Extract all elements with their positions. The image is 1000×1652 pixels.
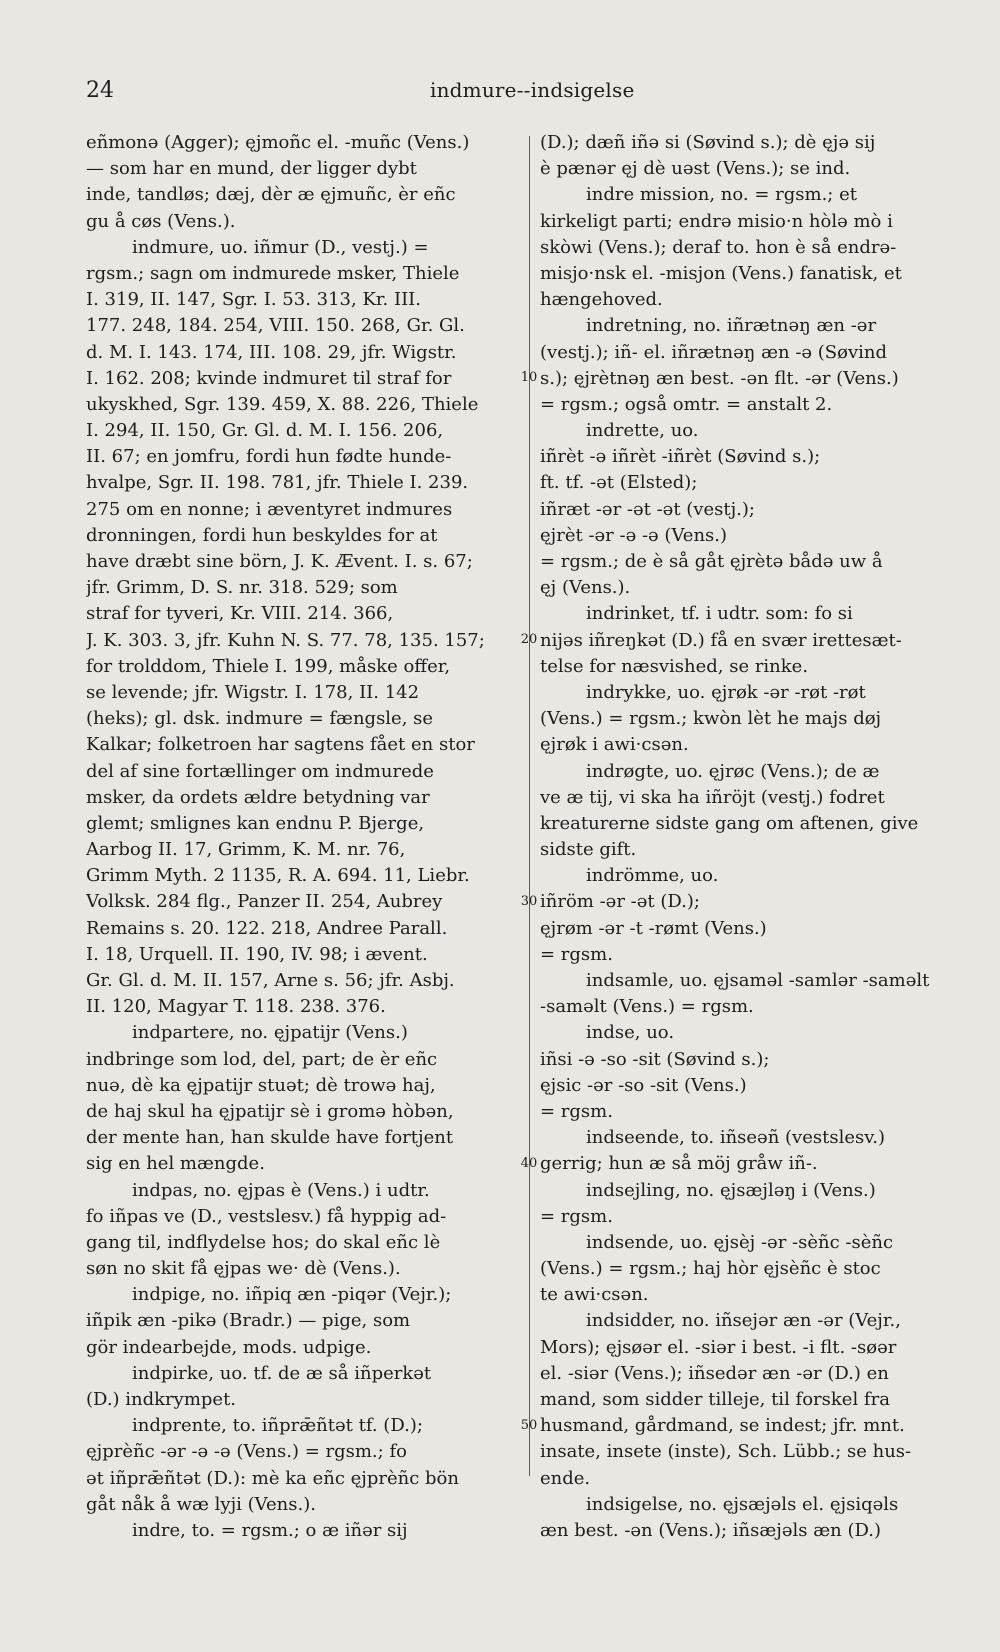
running-head: indmure--indsigelse [430,78,635,102]
right-column-line: insate, insete (inste), Sch. Lübb.; se hus- [540,1441,912,1463]
right-column-line: kreaturerne sidste gang om aftenen, give [540,812,919,834]
right-column-line: s.); ęjrètnəŋ æn best. -ən flt. -ər (Vens.) [540,367,899,389]
left-column-line: — som har en mund, der ligger dybt [86,158,417,180]
right-column-line: husmand, gårdmand, se indest; jfr. mnt. [540,1415,905,1437]
right-column-line: (vestj.); iñ- el. iñrætnəŋ æn -ə (Søvind [540,341,888,363]
column-divider [529,136,530,1476]
left-column-line: Gr. Gl. d. M. II. 157, Arne s. 56; jfr. Asbj. [86,970,455,991]
right-column-line: indsejling, no. ęjsæjləŋ i (Vens.) [586,1179,876,1201]
right-column-line: = rgsm.; også omtr. = anstalt 2. [540,393,833,415]
left-column-line: have dræbt sine börn, J. K. Ævent. I. s. 67; [86,551,473,572]
left-column-line: I. 319, II. 147, Sgr. I. 53. 313, Kr. III. [86,289,422,311]
right-column-line: ęjsic -ər -so -sit (Vens.) [540,1074,747,1096]
left-column-line: søn no skit få ęjpas we· dè (Vens.). [86,1258,401,1280]
right-column-line: (D.); dæñ iñə si (Søvind s.); dè ęjə sij [540,132,876,153]
left-column-line: indprente, to. iñprǣñtət tf. (D.); [132,1415,423,1437]
left-column-line: I. 18, Urquell. II. 190, IV. 98; i ævent. [86,943,428,965]
right-column-line: ęjrøk i awi·csən. [540,734,689,756]
left-column-line: I. 162. 208; kvinde indmuret til straf for [86,367,452,389]
left-column-line: glemt; smlignes kan endnu P. Bjerge, [86,812,425,834]
right-column-line: Mors); ęjsøər el. -siər i best. -i flt. -søər [540,1336,897,1358]
right-column-line: ęjrøm -ər -t -rømt (Vens.) [540,917,767,939]
left-column-line: straf for tyveri, Kr. VIII. 214. 366, [86,603,394,625]
right-column-line: sidste gift. [540,839,637,861]
right-column-line: misjo·nsk el. -misjon (Vens.) fanatisk, et [540,262,902,284]
left-column-line: jfr. Grimm, D. S. nr. 318. 529; som [86,577,398,599]
left-column-line: indmure, uo. iñmur (D., vestj.) = [132,236,429,258]
left-column-line: (heks); gl. dsk. indmure = fængsle, se [86,708,434,730]
left-column-line: ęjprèñc -ər -ə -ə (Vens.) = rgsm.; fo [86,1441,407,1463]
left-column-line: msker, da ordets ældre betydning var [86,786,430,808]
right-column-line: iñsi -ə -so -sit (Søvind s.); [540,1048,770,1070]
right-column-line: indsigelse, no. ęjsæjəls el. ęjsiqəls [586,1493,899,1515]
left-column-line: II. 67; en jomfru, fordi hun fødte hunde- [86,446,452,468]
right-column-line: nijəs iñreŋkət (D.) få en svær irettesæt- [540,629,902,651]
right-column-line: indse, uo. [586,1022,675,1044]
left-column-line: der mente han, han skulde have fortjent [86,1127,454,1149]
right-column-line: indsidder, no. iñsejər æn -ər (Vejr., [586,1310,901,1332]
right-column-line: gerrig; hun æ så möj gråw iñ-. [540,1153,818,1175]
left-column-line: dronningen, fordi hun beskyldes for at [86,524,438,546]
left-column-line: gang til, indflydelse hos; do skal eñc lè [86,1231,441,1253]
right-column-line: indretning, no. iñrætnəŋ æn -ər [586,315,877,337]
left-column-line: rgsm.; sagn om indmurede msker, Thiele [86,262,460,284]
right-column-line: skòwi (Vens.); deraf to. hon è så endrə- [540,236,897,258]
right-column-line: indrykke, uo. ęjrøk -ər -røt -røt [586,681,866,703]
right-column-line: indsende, uo. ęjsèj -ər -sèñc -sèñc [586,1231,894,1253]
right-column-line: è pænər ęj dè uəst (Vens.); se ind. [540,158,851,180]
left-column-line: iñpik æn -pikə (Bradr.) — pige, som [86,1310,411,1332]
right-column-line: iñrèt -ə iñrèt -iñrèt (Søvind s.); [540,446,821,468]
left-column-line: inde, tandløs; dæj, dèr æ ęjmuñc, èr eñc [86,184,456,206]
right-column-line: iñröm -ər -ət (D.); [540,891,700,913]
left-column-line: eñmonə (Agger); ęjmoñc el. -muñc (Vens.) [86,132,470,153]
left-column-line: J. K. 303. 3, jfr. Kuhn N. S. 77. 78, 135. 157; [86,629,485,651]
left-column-line: indpige, no. iñpiq æn -piqər (Vejr.); [132,1284,452,1306]
right-column-line: = rgsm. [540,1205,613,1227]
right-column-line: kirkeligt parti; endrə misio·n hòlə mò i [540,210,893,232]
right-column-line: ende. [540,1467,591,1489]
right-column-line: = rgsm. [540,943,613,965]
right-column-line: hængehoved. [540,289,663,311]
right-column-line: indsamle, uo. ęjsaməl -samlər -saməlt [586,970,930,991]
right-column-line: el. -siər (Vens.); iñsedər æn -ər (D.) en [540,1362,889,1384]
left-column-line: se levende; jfr. Wigstr. I. 178, II. 142 [86,681,420,703]
right-column-line: ft. tf. -ət (Elsted); [540,472,698,494]
right-column-line: æn best. -ən (Vens.); iñsæjəls æn (D.) [540,1519,881,1541]
left-column-line: indbringe som lod, del, part; de èr eñc [86,1048,438,1070]
page-number: 24 [86,78,114,103]
right-column-line: telse for næsvished, se rinke. [540,655,809,677]
right-column-line: indseende, to. iñseəñ (vestslesv.) [586,1127,886,1149]
left-column-line: del af sine fortællinger om indmurede [86,760,434,782]
left-column-line: nuə, dè ka ęjpatijr stuət; dè trowə haj, [86,1074,436,1096]
line-number-30: 30 [520,894,538,909]
left-column [86,130,518,1544]
left-column-line: indpas, no. ęjpas è (Vens.) i udtr. [132,1179,430,1201]
left-column-line: sig en hel mængde. [86,1153,265,1175]
left-column-line: Volksk. 284 flg., Panzer II. 254, Aubrey [86,891,443,913]
left-column-line: (D.) indkrympet. [86,1389,237,1410]
left-column-line: Kalkar; folketroen har sagtens fået en stor [86,734,475,756]
left-column-line: for trolddom, Thiele I. 199, måske offer, [86,655,451,677]
left-column-line: indpartere, no. ęjpatijr (Vens.) [132,1022,408,1044]
left-column-line: hvalpe, Sgr. II. 198. 781, jfr. Thiele I. 239. [86,472,469,494]
left-column-line: 275 om en nonne; i æventyret indmures [86,498,453,520]
left-column-line: Remains s. 20. 122. 218, Andree Parall. [86,917,448,939]
right-column-line: (Vens.) = rgsm.; kwòn lèt he majs døj [540,708,882,730]
line-number-20: 20 [520,632,538,647]
right-column-line: te awi·csən. [540,1284,649,1306]
right-column-line: -saməlt (Vens.) = rgsm. [540,996,754,1018]
left-column-line: ət iñprǣñtət (D.): mè ka eñc ęjprèñc bön [86,1467,459,1489]
right-column-line: indrøgte, uo. ęjrøc (Vens.); de æ [586,760,880,782]
right-column [540,130,1000,1544]
right-column-line: mand, som sidder tilleje, til forskel fra [540,1389,890,1410]
right-column-line: iñræt -ər -ət -ət (vestj.); [540,498,755,520]
right-column-line: indrinket, tf. i udtr. som: fo si [586,603,853,625]
right-column-line: ęj (Vens.). [540,577,631,599]
left-column-line: fo iñpas ve (D., vestslesv.) få hyppig ad- [86,1205,447,1227]
left-column-line: gåt nåk å wæ lyji (Vens.). [86,1493,316,1515]
right-column-line: ęjrèt -ər -ə -ə (Vens.) [540,524,728,546]
line-number-10: 10 [520,370,538,385]
right-column-line: indrette, uo. [586,420,699,442]
right-column-line: ve æ tij, vi ska ha iñröjt (vestj.) fodret [540,786,885,808]
right-column-line: = rgsm. [540,1100,613,1122]
line-number-40: 40 [520,1156,538,1171]
right-column-line: = rgsm.; de è så gåt ęjrètə bådə uw å [540,551,883,572]
left-column-line: d. M. I. 143. 174, III. 108. 29, jfr. Wigstr. [86,341,457,363]
left-column-line: de haj skul ha ęjpatijr sè i gromə hòbən, [86,1100,454,1122]
left-column-line: I. 294, II. 150, Gr. Gl. d. M. I. 156. 206, [86,420,444,442]
left-column-line: Grimm Myth. 2 1135, R. A. 694. 11, Liebr. [86,865,470,887]
left-column-line: gu å cøs (Vens.). [86,210,236,232]
left-column-line: Aarbog II. 17, Grimm, K. M. nr. 76, [86,839,406,861]
left-column-line: 177. 248, 184. 254, VIII. 150. 268, Gr. Gl. [86,315,465,337]
line-number-50: 50 [520,1418,538,1433]
left-column-line: ukyskhed, Sgr. 139. 459, X. 88. 226, Thiele [86,393,479,415]
right-column-line: indrömme, uo. [586,865,719,887]
left-column-line: indpirke, uo. tf. de æ så iñperkət [132,1362,432,1384]
left-column-line: indre, to. = rgsm.; o æ iñər sij [132,1519,408,1541]
left-column-line: gör indearbejde, mods. udpige. [86,1336,372,1358]
right-column-line: indre mission, no. = rgsm.; et [586,184,857,206]
left-column-line: II. 120, Magyar T. 118. 238. 376. [86,996,386,1018]
right-column-line: (Vens.) = rgsm.; haj hòr ęjsèñc è stoc [540,1258,881,1280]
